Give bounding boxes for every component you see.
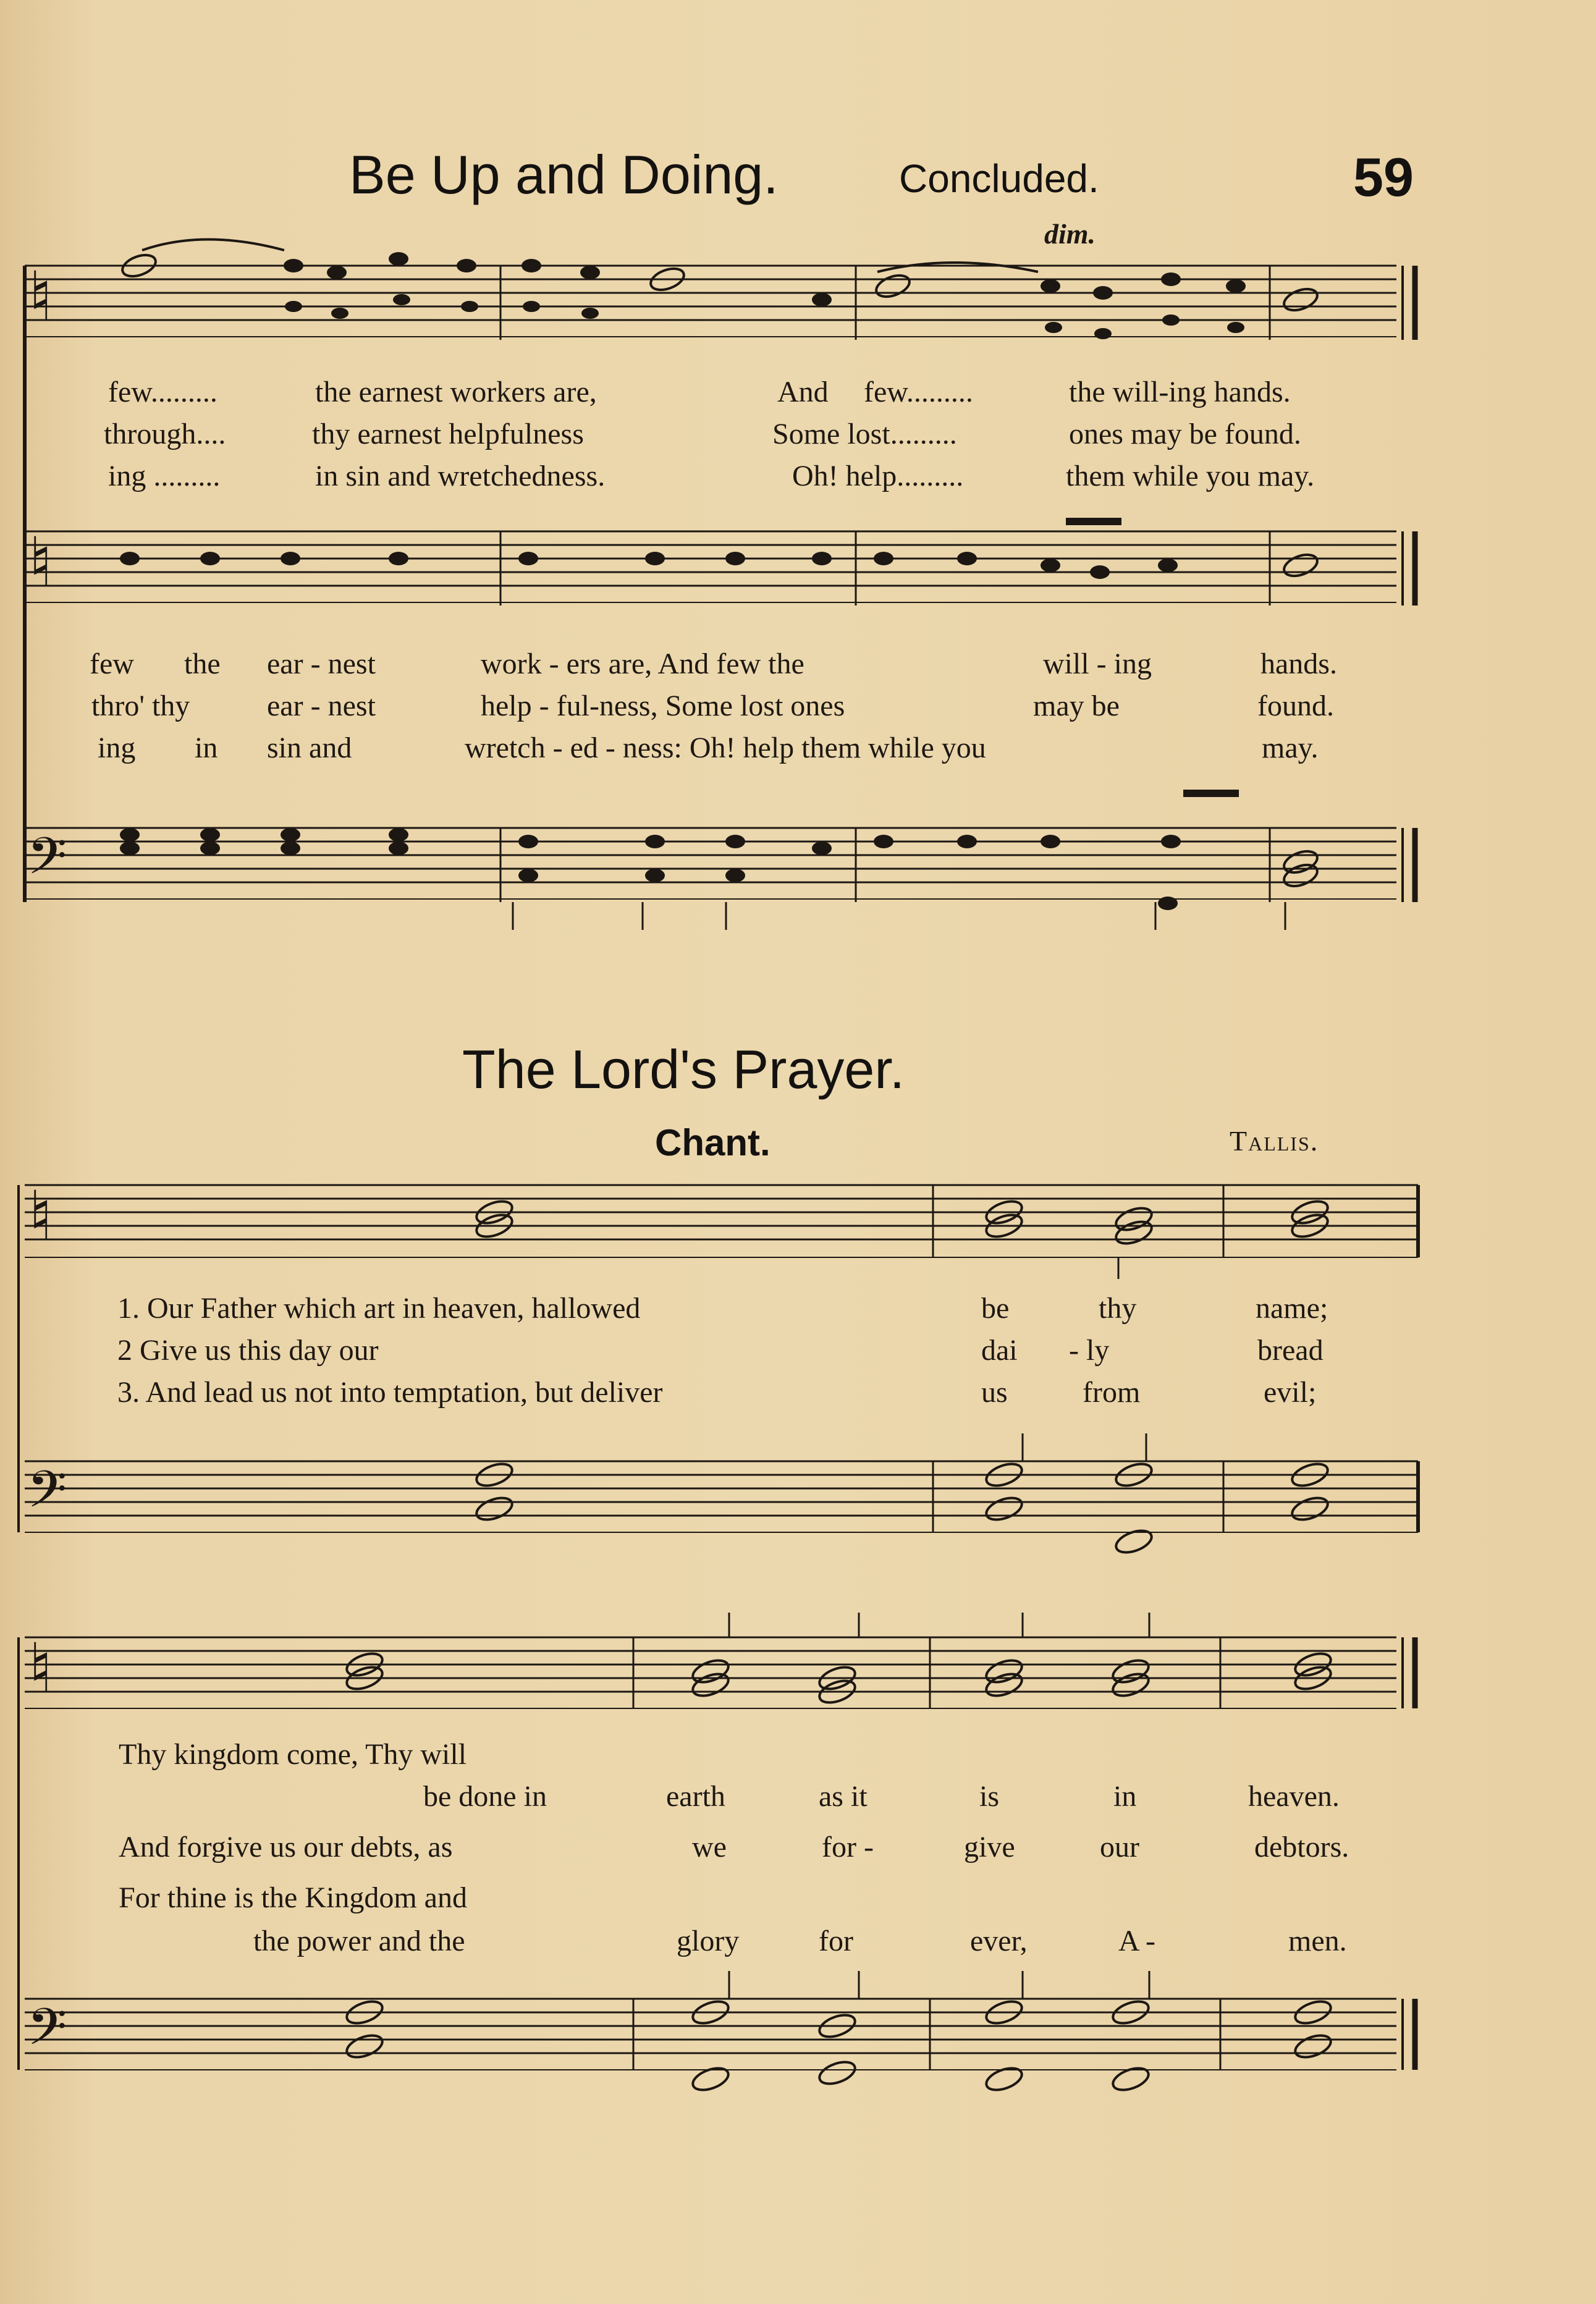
lyric: And: [777, 376, 829, 408]
lyric: glory: [677, 1925, 740, 1957]
lyric: the: [184, 648, 221, 680]
lyric: bread: [1257, 1334, 1324, 1367]
lyric: sin and: [267, 732, 352, 764]
lyric: the will-ing hands.: [1069, 376, 1291, 408]
lyric: us: [981, 1376, 1008, 1409]
lyric: few: [90, 648, 134, 680]
lyric: debtors.: [1254, 1831, 1349, 1863]
lyric: be done in: [423, 1780, 547, 1813]
concluded-label: Concluded.: [899, 156, 1099, 201]
lyric: may be: [1033, 690, 1120, 722]
lyric: heaven.: [1248, 1780, 1340, 1813]
lyric: hands.: [1260, 648, 1337, 680]
lyric: dai: [981, 1334, 1018, 1367]
lyric: For thine is the Kingdom and: [119, 1881, 467, 1914]
lyric: 3. And lead us not into temptation, but deliver: [117, 1376, 663, 1409]
lyric: ing .........: [108, 460, 221, 492]
page-number: 59: [1353, 146, 1414, 208]
lyric: thro' thy: [91, 690, 190, 722]
lyric: evil;: [1264, 1376, 1317, 1409]
lyric: our: [1100, 1831, 1139, 1863]
staff-1: [25, 240, 1415, 340]
bass-clef-3: 𝄢: [27, 1997, 67, 2069]
key-signature-6: ♮: [28, 1629, 53, 1708]
lyric: for -: [822, 1831, 874, 1863]
lyric: work - ers are, And few the: [481, 648, 804, 680]
chant-notes: [344, 1197, 1334, 2095]
lyric: ear - nest: [267, 690, 376, 722]
lyric: 1. Our Father which art in heaven, hallowed: [117, 1292, 641, 1325]
dynamic-marking: dim.: [1044, 218, 1096, 250]
lyric: is: [979, 1780, 1000, 1813]
bass-clef-2: 𝄢: [27, 1459, 67, 1532]
lyric: as it: [819, 1780, 868, 1813]
lyric: few.........: [108, 376, 217, 408]
key-signature-4: ♮: [28, 1176, 53, 1255]
lyric: give: [964, 1831, 1015, 1863]
lyric: will - ing: [1043, 648, 1152, 680]
lyric: ing: [98, 732, 136, 764]
lyric: thy: [1099, 1292, 1137, 1325]
composer-name: Tallis.: [1230, 1125, 1319, 1157]
lyric: Some lost.........: [772, 418, 957, 450]
lyric: the earnest workers are,: [315, 376, 597, 408]
bass-clef-1: 𝄢: [27, 826, 67, 898]
lyric: we: [692, 1831, 727, 1863]
lyric: few.........: [864, 376, 973, 408]
lyric: Thy kingdom come, Thy will: [119, 1738, 467, 1771]
lyric: the power and the: [253, 1925, 465, 1957]
lyric: And forgive us our debts, as: [119, 1831, 453, 1863]
key-signature-1: ♮: [28, 257, 53, 336]
prayer-title: The Lord's Prayer.: [462, 1039, 905, 1100]
lyric: through....: [104, 418, 226, 450]
lyric: from: [1083, 1376, 1141, 1409]
lyric: A -: [1118, 1925, 1155, 1957]
notes-system-2: [120, 518, 1320, 580]
lyric: thy earnest helpfulness: [312, 418, 584, 450]
notes-system-1: [120, 251, 1320, 339]
lyric: found.: [1257, 690, 1334, 722]
lyric: in: [1113, 1780, 1137, 1813]
key-signature-2: ♮: [28, 523, 53, 602]
lyric: in: [195, 732, 218, 764]
lyric: wretch - ed - ness: Oh! help them while you: [465, 732, 986, 764]
notes-system-3: [120, 790, 1320, 910]
chant-label: Chant.: [655, 1122, 771, 1163]
lyric: help - ful-ness, Some lost ones: [481, 690, 845, 722]
lyric: them while you may.: [1066, 460, 1315, 492]
lyric: ones may be found.: [1069, 418, 1301, 450]
staff-4: [25, 1185, 1418, 1279]
lyric: may.: [1262, 732, 1319, 764]
staff-7: [25, 1971, 1415, 2070]
lyric: ear - nest: [267, 648, 376, 680]
lyric: 2 Give us this day our: [117, 1334, 379, 1367]
hymn-title: Be Up and Doing.: [349, 144, 779, 205]
staff-2: [25, 531, 1415, 606]
lyric: earth: [666, 1780, 725, 1813]
lyric: name;: [1256, 1292, 1328, 1325]
lyric: for: [819, 1925, 853, 1957]
lyric: be: [981, 1292, 1010, 1325]
staff-5: [25, 1433, 1418, 1532]
lyric: in sin and wretchedness.: [315, 460, 606, 492]
lyric: Oh! help.........: [792, 460, 964, 492]
lyric: - ly: [1069, 1334, 1110, 1367]
staff-3: [25, 828, 1415, 930]
lyric: men.: [1288, 1925, 1347, 1957]
lyric: ever,: [970, 1925, 1028, 1957]
